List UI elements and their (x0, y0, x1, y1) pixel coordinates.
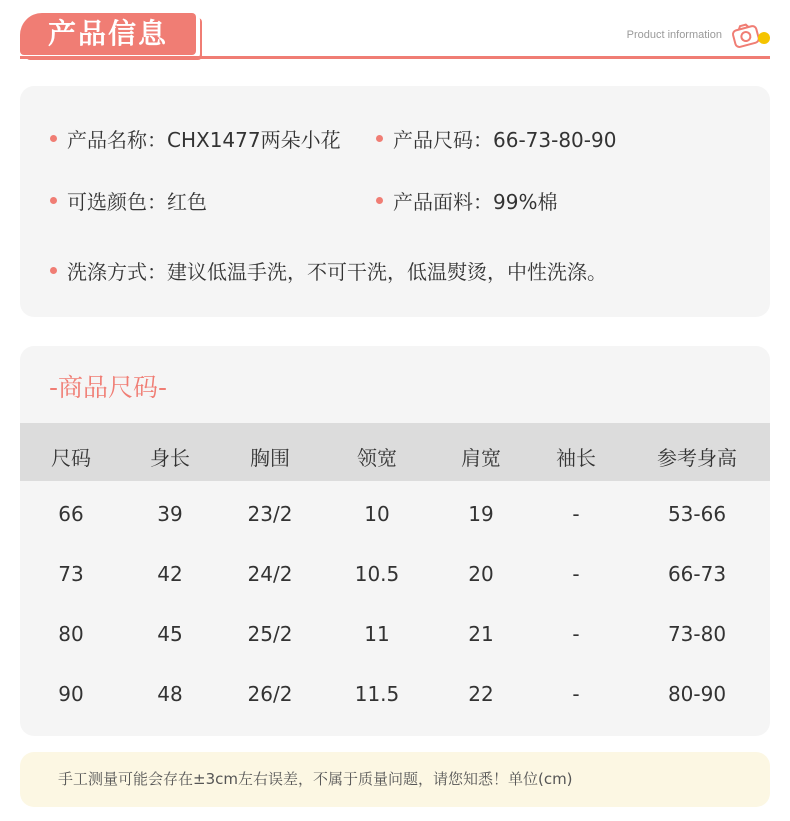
table-cell: 80 (58, 622, 84, 646)
table-cell: - (572, 502, 580, 526)
table-cell: 26/2 (247, 682, 293, 706)
table-cell: 66-73 (667, 562, 727, 586)
table-cell: 42 (157, 562, 183, 586)
table-cell: 20 (468, 562, 494, 586)
table-header-cell: 尺码 (51, 446, 91, 470)
info-color: 可选颜色：红色 (67, 190, 207, 214)
bullet-dot (376, 135, 383, 142)
table-cell: 11 (364, 622, 390, 646)
table-header-cell: 胸围 (250, 446, 290, 470)
table-cell: - (572, 562, 580, 586)
table-header-cell: 参考身高 (657, 446, 737, 470)
bullet-dot (50, 197, 57, 204)
info-wash-row (50, 256, 607, 285)
table-cell: 73-80 (667, 622, 727, 646)
table-cell: 24/2 (247, 562, 293, 586)
table-cell: 22 (468, 682, 494, 706)
table-cell: 73 (58, 562, 84, 586)
info-size: 产品尺码：66-73-80-90 (393, 128, 617, 152)
table-header-cell: 肩宽 (461, 446, 501, 470)
table-cell: 10.5 (354, 562, 400, 586)
table-cell: 25/2 (247, 622, 293, 646)
table-cell: 11.5 (354, 682, 400, 706)
bullet-dot (50, 135, 57, 142)
page-title: 产品信息 (47, 17, 168, 50)
table-cell: 90 (58, 682, 84, 706)
bullet-dot (376, 197, 383, 204)
header-subtitle: Product information (626, 29, 722, 41)
table-cell: 48 (157, 682, 183, 706)
table-cell: 23/2 (247, 502, 293, 526)
table-cell: 66 (58, 502, 84, 526)
note-text: 手工测量可能会存在±3cm左右误差，不属于质量问题，请您知悉！单位(cm) (58, 770, 573, 788)
size-table-card (20, 346, 770, 736)
info-fabric: 产品面料：99%棉 (393, 190, 558, 214)
table-cell: 19 (468, 502, 494, 526)
table-cell: 45 (157, 622, 183, 646)
section-header (0, 0, 790, 62)
table-cell: 80-90 (667, 682, 727, 706)
table-cell: - (572, 682, 580, 706)
header-divider (20, 56, 770, 59)
table-cell: 21 (468, 622, 494, 646)
product-info-card (20, 86, 770, 317)
info-name-row (50, 124, 341, 153)
info-name: 产品名称：CHX1477两朵小花 (67, 128, 341, 152)
table-header-cell: 领宽 (357, 446, 397, 470)
info-fabric-row (376, 186, 557, 215)
info-color-row (50, 186, 207, 215)
table-cell: - (572, 622, 580, 646)
size-section-title: -商品尺码- (49, 373, 168, 402)
measurement-note (20, 752, 770, 807)
table-cell: 39 (157, 502, 183, 526)
table-header-cell: 袖长 (556, 446, 596, 470)
table-cell: 10 (364, 502, 390, 526)
table-header-cell: 身长 (150, 446, 190, 470)
info-wash: 洗涤方式：建议低温手洗，不可干洗，低温熨烫，中性洗涤。 (67, 260, 607, 284)
bullet-dot (50, 267, 57, 274)
info-size-row (376, 124, 616, 153)
camera-icon (730, 22, 772, 52)
title-badge (20, 13, 196, 55)
table-cell: 53-66 (667, 502, 727, 526)
